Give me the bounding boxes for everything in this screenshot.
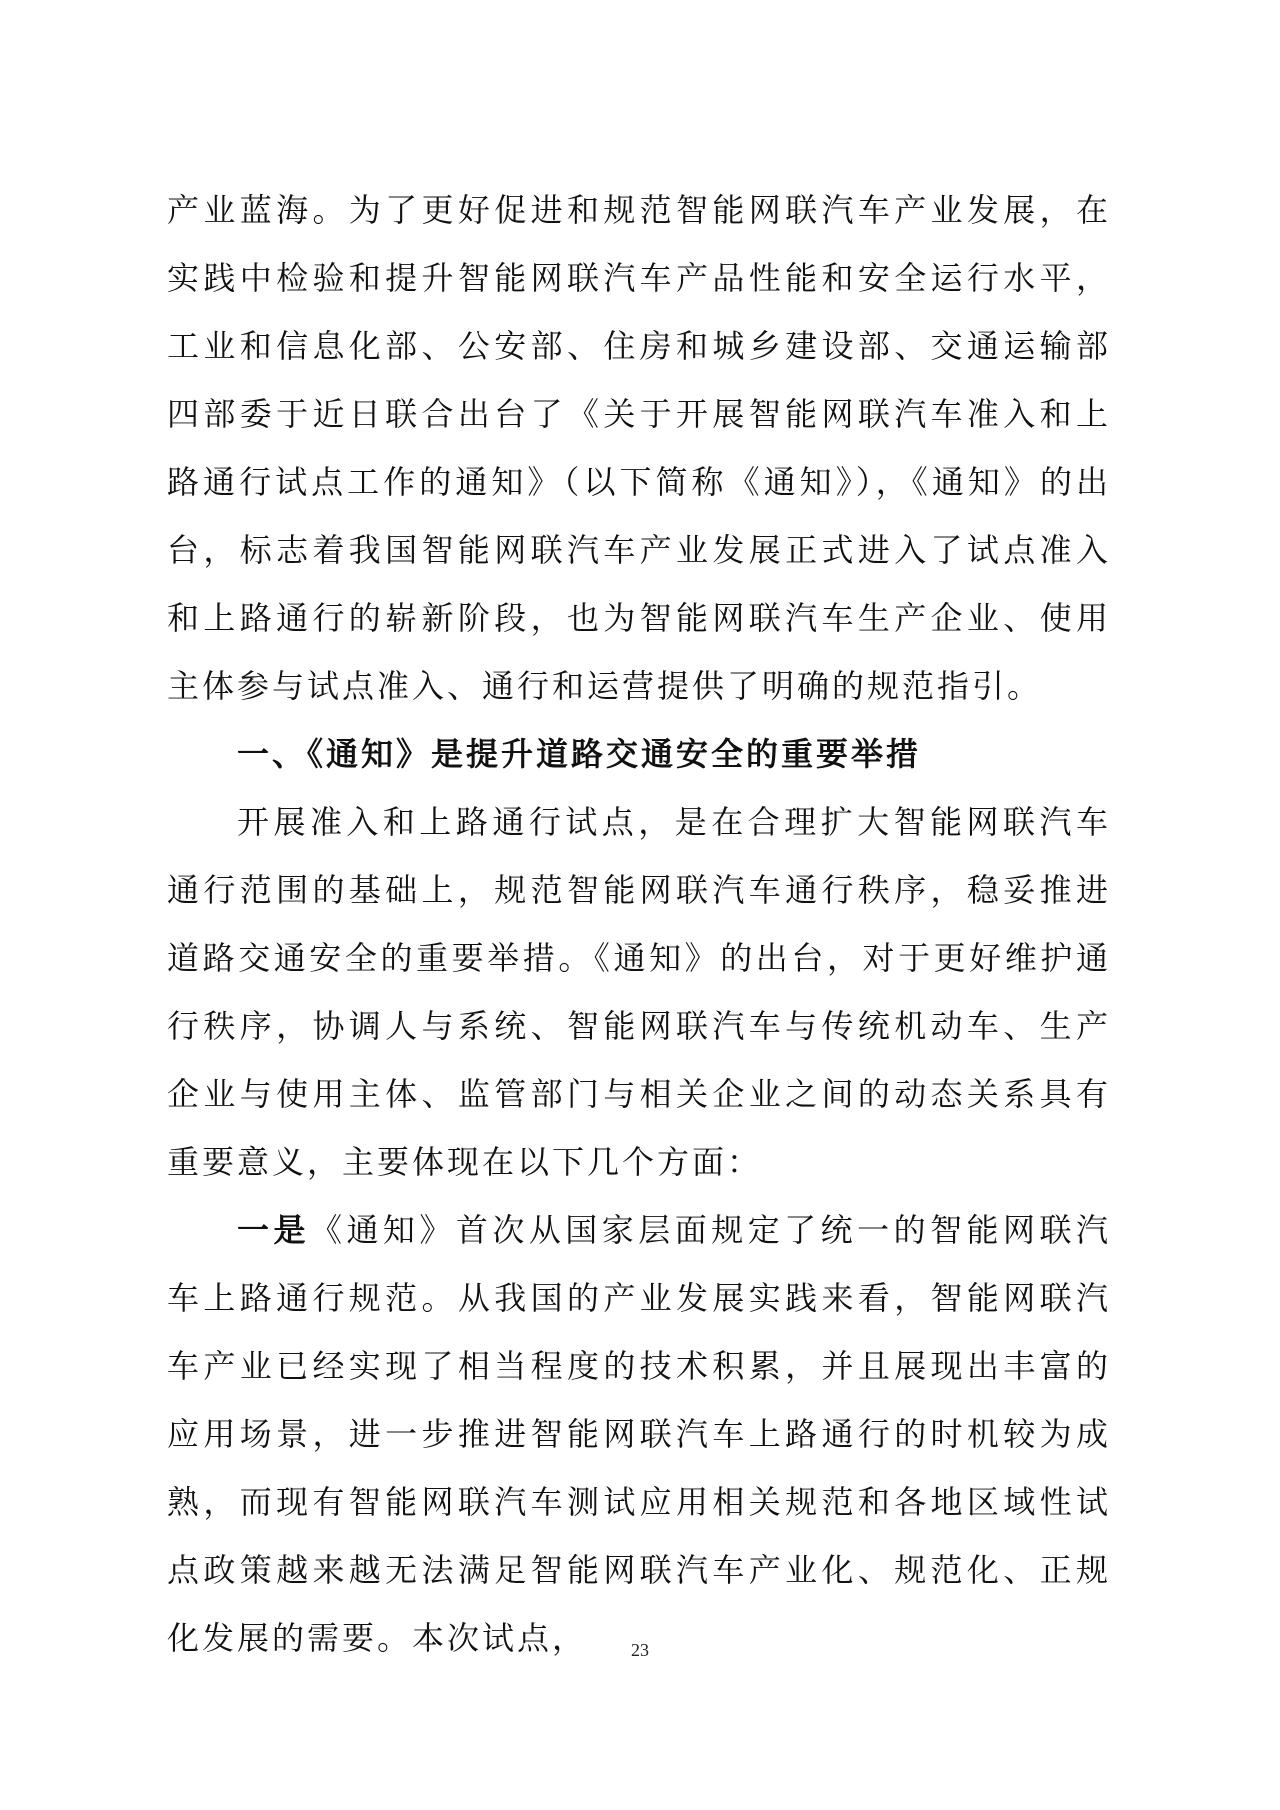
- point-one-lead: 一是: [237, 1211, 310, 1249]
- paragraph-point-one: [167, 1196, 1111, 1672]
- point-one-body: 《通知》首次从国家层面规定了统一的智能网联汽车上路通行规范。从我国的产业发展实践来看，智能网联汽车产业已经实现了相当程度的技术积累，并且展现出丰富的应用场景，进一步推进智能网联汽车上路通行的时机较为成熟，而现有智能网联汽车测试应用相关规范和各地区域性试点政策越来越无法满足智能网联汽车产业化、规范化、正规化发展的需要。本次试点，: [167, 1211, 1111, 1657]
- document-page: [167, 176, 1111, 1672]
- paragraph-measures: 开展准入和上路通行试点，是在合理扩大智能网联汽车通行范围的基础上，规范智能网联汽车通行秩序，稳妥推进道路交通安全的重要举措。《通知》的出台，对于更好维护通行秩序，协调人与系统、智能网联汽车与传统机动车、生产企业与使用主体、监管部门与相关企业之间的动态关系具有重要意义，主要体现在以下几个方面：: [167, 803, 1111, 1181]
- page-number: 23: [631, 1640, 649, 1660]
- section-heading: 一、《通知》是提升道路交通安全的重要举措: [237, 735, 922, 773]
- paragraph-intro: 产业蓝海。为了更好促进和规范智能网联汽车产业发展，在实践中检验和提升智能网联汽车产品性能和安全运行水平，工业和信息化部、公安部、住房和城乡建设部、交通运输部四部委于近日联合出台了《关于开展智能网联汽车准入和上路通行试点工作的通知》（以下简称《通知》），《通知》的出台，标志着我国智能网联汽车产业发展正式进入了试点准入和上路通行的崭新阶段，也为智能网联汽车生产企业、使用主体参与试点准入、通行和运营提供了明确的规范指引。: [167, 191, 1111, 705]
